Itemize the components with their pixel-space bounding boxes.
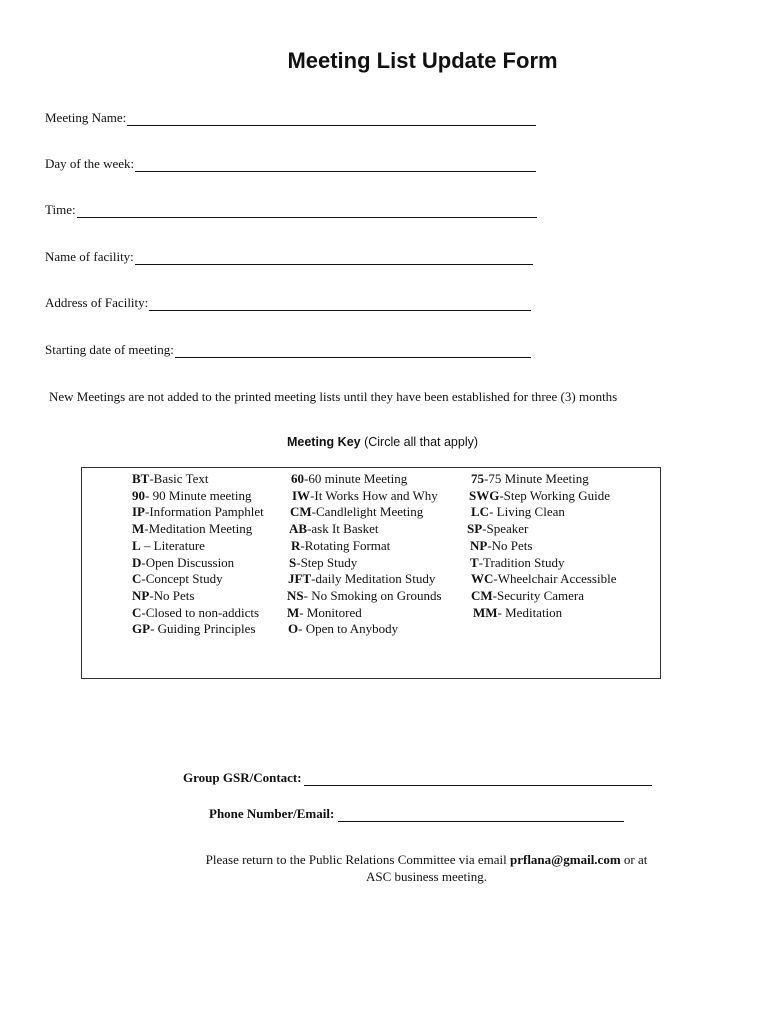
key-item[interactable]: IW-It Works How and Why — [292, 487, 438, 503]
footer-line-1: Please return to the Public Relations Committee via email prflana@gmail.com or at — [205, 852, 648, 867]
meeting-key-heading-bold: Meeting Key — [286, 435, 361, 449]
time-label: Time: — [45, 202, 76, 217]
footer-instructions — [0, 851, 770, 885]
time-field[interactable] — [45, 202, 537, 218]
key-item[interactable]: S-Step Study — [289, 554, 358, 570]
key-item[interactable]: L – Literature — [132, 537, 205, 553]
key-item[interactable]: MM- Meditation — [473, 604, 563, 620]
key-item[interactable]: D-Open Discussion — [132, 554, 235, 570]
meeting-key-column-2 — [287, 471, 442, 638]
meeting-name-input[interactable] — [127, 111, 536, 126]
form-title: Meeting List Update Form — [287, 48, 558, 73]
key-item[interactable]: CM-Candlelight Meeting — [290, 504, 424, 520]
facility-address-label: Address of Facility: — [45, 295, 149, 310]
key-item[interactable]: IP-Information Pamphlet — [132, 504, 264, 520]
key-item[interactable]: CM-Security Camera — [471, 587, 584, 603]
meeting-name-field[interactable] — [45, 110, 536, 126]
key-item[interactable]: SP-Speaker — [467, 521, 529, 537]
start-date-input[interactable] — [175, 343, 531, 358]
meeting-key-column-1 — [132, 471, 264, 638]
meeting-key-heading-rest: (Circle all that apply) — [360, 435, 479, 449]
meeting-key-column-3 — [467, 471, 616, 621]
gsr-contact-input[interactable] — [304, 771, 652, 786]
key-item[interactable]: C-Concept Study — [132, 571, 223, 587]
key-item[interactable]: BT-Basic Text — [132, 471, 209, 486]
key-item[interactable]: M- Monitored — [287, 604, 362, 620]
key-item[interactable]: 90- 90 Minute meeting — [132, 487, 252, 503]
key-item[interactable]: AB-ask It Basket — [289, 521, 379, 537]
gsr-contact-label: Group GSR/Contact: — [183, 770, 302, 785]
key-item[interactable]: SWG-Step Working Guide — [469, 487, 610, 503]
key-item[interactable]: M-Meditation Meeting — [132, 521, 253, 537]
footer-line-2: ASC business meeting. — [366, 869, 487, 884]
facility-name-input[interactable] — [135, 250, 533, 265]
day-of-week-input[interactable] — [135, 157, 536, 172]
key-item[interactable]: NS- No Smoking on Grounds — [287, 587, 442, 603]
phone-email-label: Phone Number/Email: — [209, 806, 335, 821]
time-input[interactable] — [77, 203, 537, 218]
key-item[interactable]: R-Rotating Format — [291, 537, 391, 553]
key-item[interactable]: NP-No Pets — [132, 587, 195, 603]
key-item[interactable]: O- Open to Anybody — [288, 621, 399, 637]
day-of-week-label: Day of the week: — [45, 156, 135, 171]
facility-address-field[interactable] — [45, 295, 531, 311]
key-item[interactable]: GP- Guiding Principles — [132, 621, 256, 637]
meeting-key-heading — [0, 435, 765, 449]
key-item[interactable]: JFT-daily Meditation Study — [288, 571, 436, 587]
key-item[interactable]: LC- Living Clean — [471, 504, 565, 520]
phone-email-field[interactable] — [209, 806, 624, 822]
start-date-label: Starting date of meeting: — [45, 342, 174, 357]
facility-address-input[interactable] — [149, 296, 531, 311]
gsr-contact-field[interactable] — [183, 770, 652, 786]
facility-name-field[interactable] — [45, 249, 533, 265]
key-item[interactable]: C-Closed to non-addicts — [132, 604, 260, 620]
key-item[interactable]: T-Tradition Study — [470, 554, 565, 570]
day-of-week-field[interactable] — [45, 156, 536, 172]
footer-email[interactable]: prflana@gmail.com — [509, 852, 621, 867]
key-item[interactable]: NP-No Pets — [470, 537, 533, 553]
start-date-field[interactable] — [45, 342, 531, 358]
key-item[interactable]: 75-75 Minute Meeting — [471, 471, 589, 486]
notice-text: New Meetings are not added to the printed meeting lists until they have been established for three (3) months — [49, 389, 618, 404]
key-item[interactable]: 60-60 minute Meeting — [291, 471, 408, 486]
facility-name-label: Name of facility: — [45, 249, 134, 264]
key-item[interactable]: WC-Wheelchair Accessible — [471, 571, 617, 587]
phone-email-input[interactable] — [338, 807, 624, 822]
meeting-name-label: Meeting Name: — [45, 110, 127, 125]
